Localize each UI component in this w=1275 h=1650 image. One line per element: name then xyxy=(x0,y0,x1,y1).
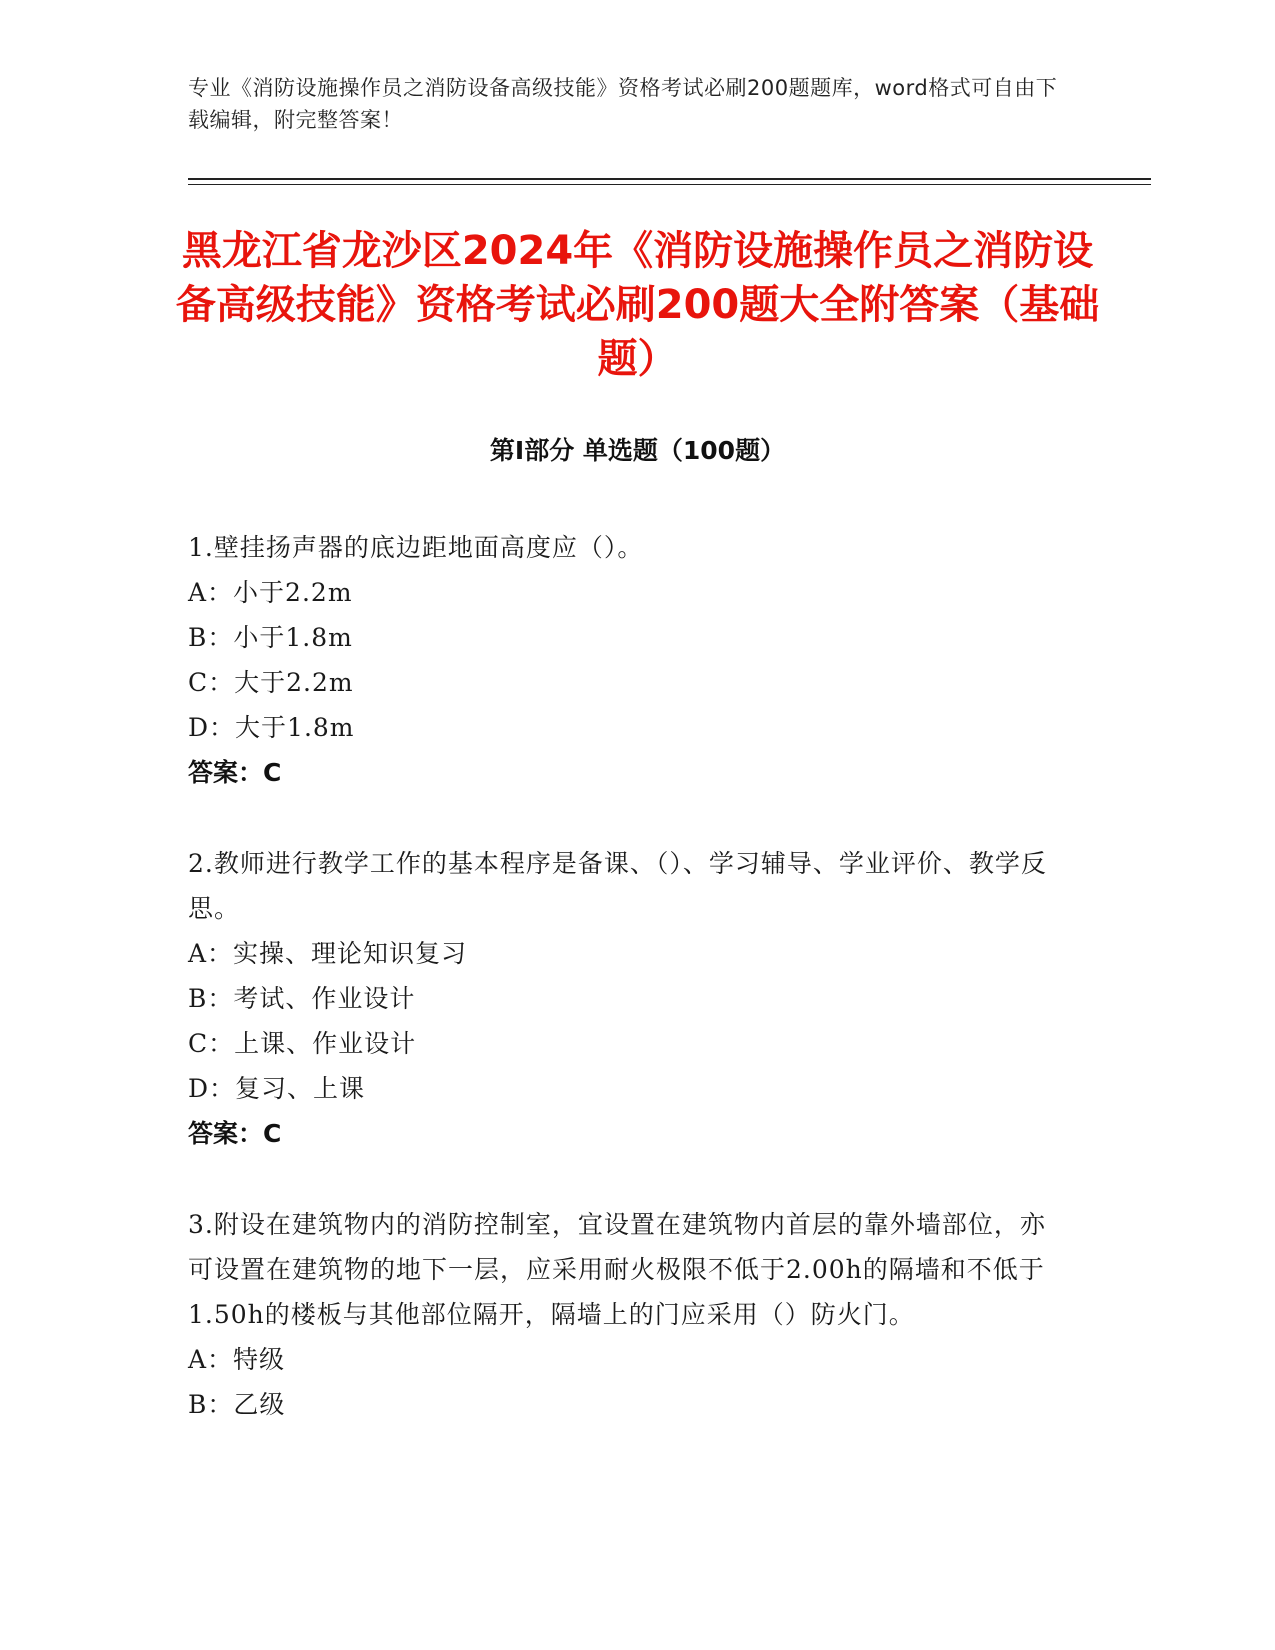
document-title: 黑龙江省龙沙区2024年《消防设施操作员之消防设备高级技能》资格考试必刷200题大全附答案（基础题） xyxy=(175,228,1100,382)
question-stem: 3.附设在建筑物内的消防控制室，宜设置在建筑物内首层的靠外墙部位，亦可设置在建筑物的地下一层，应采用耐火极限不低于2.00h的隔墙和不低于1.50h的楼板与其他部位隔开，隔墙上的门应采用（）防火门。 xyxy=(188,1210,1046,1329)
question-answer: 答案：C xyxy=(188,1119,282,1148)
header-divider-thick xyxy=(188,178,1151,180)
option-c: C：大于2.2m xyxy=(188,668,354,697)
option-a: A：小于2.2m xyxy=(188,578,353,607)
option-d: D：复习、上课 xyxy=(188,1074,366,1103)
question-item xyxy=(188,525,1068,795)
question-stem: 1.壁挂扬声器的底边距地面高度应（）。 xyxy=(188,533,644,562)
header-divider-thin xyxy=(188,184,1151,185)
option-d: D：大于1.8m xyxy=(188,713,355,742)
section-heading: 第Ⅰ部分 单选题（100题） xyxy=(489,436,786,465)
option-b: B：乙级 xyxy=(188,1390,286,1419)
option-a: A：实操、理论知识复习 xyxy=(188,939,468,968)
question-answer: 答案：C xyxy=(188,758,282,787)
question-item xyxy=(188,1202,1068,1427)
option-b: B：考试、作业设计 xyxy=(188,984,416,1013)
question-item xyxy=(188,841,1068,1156)
header-note: 专业《消防设施操作员之消防设备高级技能》资格考试必刷200题题库，word格式可自由下载编辑，附完整答案！ xyxy=(188,76,1058,132)
option-c: C：上课、作业设计 xyxy=(188,1029,417,1058)
option-a: A：特级 xyxy=(188,1345,286,1374)
option-b: B：小于1.8m xyxy=(188,623,353,652)
question-list xyxy=(188,525,1068,1473)
question-stem: 2.教师进行教学工作的基本程序是备课、（）、学习辅导、学业评价、教学反思。 xyxy=(188,849,1047,923)
